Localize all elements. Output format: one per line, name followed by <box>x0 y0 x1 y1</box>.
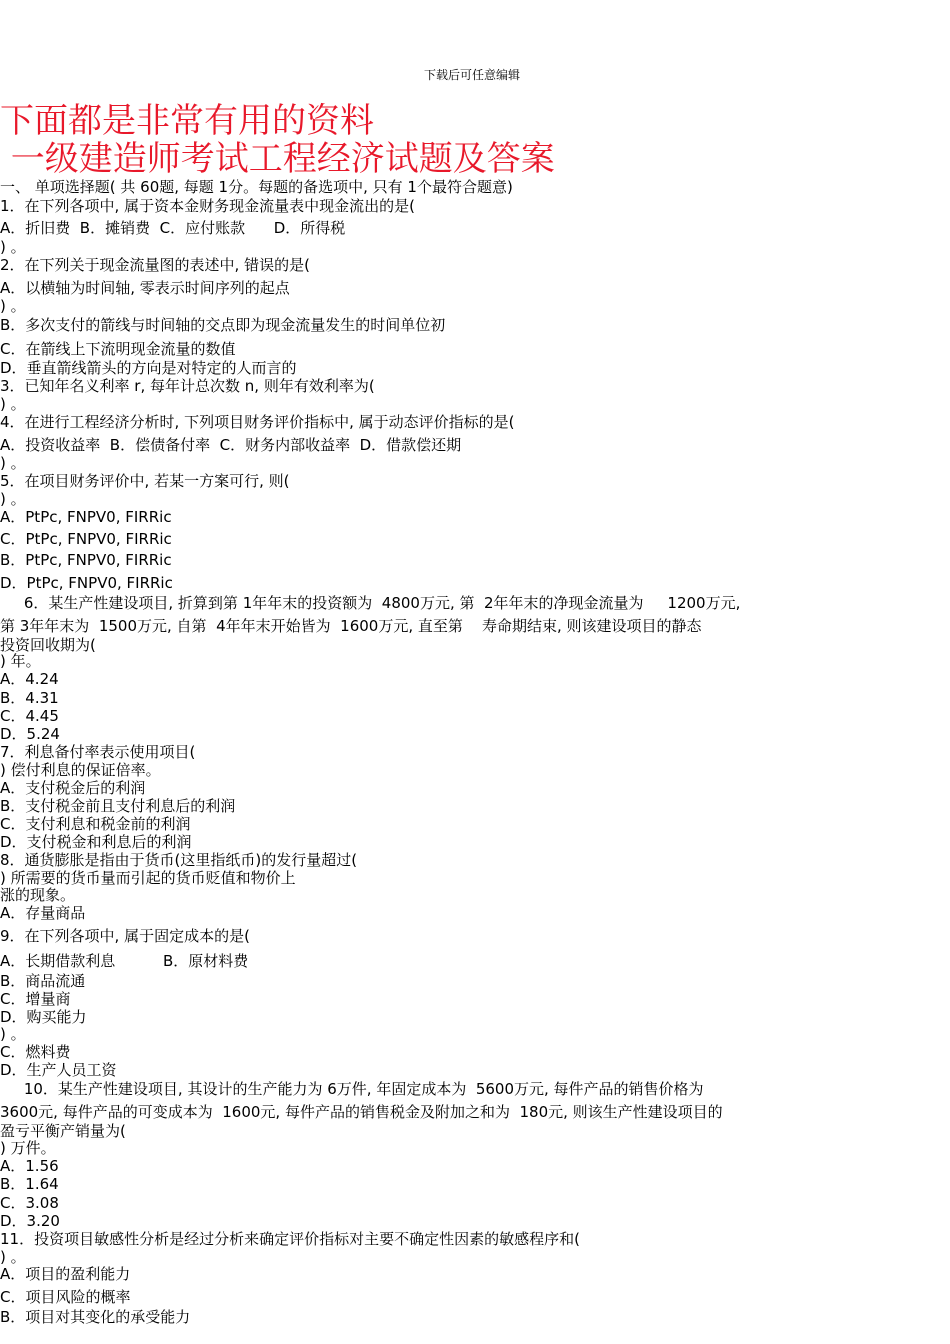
question-6-line-2: 第 3年年末为 1500万元, 自第 4年年末开始皆为 1600万元, 直至第 寿命期结束, 则该建设项目的静态 <box>0 617 702 635</box>
question-10-end: ) 万件。 <box>0 1139 56 1157</box>
question-10-option-d: D．3.20 <box>0 1212 60 1230</box>
question-1-end: ) 。 <box>0 238 26 256</box>
question-10-line-2: 3600元, 每件产品的可变成本为 1600元, 每件产品的销售税金及附加之和为 180元, 则该生产性建设项目的 <box>0 1103 723 1121</box>
question-4: 4．在进行工程经济分析时, 下列项目财务评价指标中, 属于动态评价指标的是( <box>0 413 515 431</box>
question-11-option-a: A．项目的盈利能力 <box>0 1265 131 1283</box>
question-8-option-b: B．商品流通 <box>0 972 86 990</box>
question-7-option-b: B．支付税金前且支付利息后的利润 <box>0 797 236 815</box>
question-9-option-c: C．燃料费 <box>0 1043 71 1061</box>
question-10-option-b: B．1.64 <box>0 1175 59 1193</box>
doc-title-line-2: 一级建造师考试工程经济试题及答案 <box>0 139 555 179</box>
question-11-option-c: C．项目风险的概率 <box>0 1288 131 1306</box>
question-8-line-2: ) 所需要的货币量而引起的货币贬值和物价上 <box>0 869 296 887</box>
question-8-option-d: D．购买能力 <box>0 1008 87 1026</box>
question-4-options: A．投资收益率 B．偿债备付率 C．财务内部收益率 D．借款偿还期 <box>0 436 462 454</box>
question-5-option-c: C．PtPc, FNPV0, FIRRic <box>0 530 172 548</box>
question-2: 2．在下列关于现金流量图的表述中, 错误的是( <box>0 256 310 274</box>
question-9-options-ab: A．长期借款利息 B．原材料费 <box>0 952 249 970</box>
doc-title-line-1: 下面都是非常有用的资料 <box>0 101 374 141</box>
section-heading: 一、 单项选择题( 共 60题, 每题 1分。每题的备选项中, 只有 1个最符合题意) <box>0 178 513 196</box>
question-10-line-3: 盈亏平衡产销量为( <box>0 1122 126 1140</box>
question-5-option-d: D．PtPc, FNPV0, FIRRic <box>0 574 173 592</box>
question-10-line-1: 10．某生产性建设项目, 其设计的生产能力为 6万件, 年固定成本为 5600万元, 每件产品的销售价格为 <box>0 1080 704 1098</box>
question-5-end: ) 。 <box>0 490 26 508</box>
question-11: 11．投资项目敏感性分析是经过分析来确定评价指标对主要不确定性因素的敏感程序和( <box>0 1230 580 1248</box>
question-6-option-b: B．4.31 <box>0 689 59 707</box>
question-8-line-3: 涨的现象。 <box>0 886 76 904</box>
question-7-line-2: ) 偿付利息的保证倍率。 <box>0 761 161 779</box>
question-1-options: A．折旧费 B．摊销费 C．应付账款 D．所得税 <box>0 219 346 237</box>
question-5-option-a: A．PtPc, FNPV0, FIRRic <box>0 508 172 526</box>
question-2-end: ) 。 <box>0 297 26 315</box>
question-2-option-d: D．垂直箭线箭头的方向是对特定的人而言的 <box>0 359 297 377</box>
question-9-option-d: D．生产人员工资 <box>0 1061 117 1079</box>
question-3: 3．已知年名义利率 r, 每年计总次数 n, 则年有效利率为( <box>0 377 375 395</box>
question-6-line-1: 6．某生产性建设项目, 折算到第 1年年末的投资额为 4800万元, 第 2年年末的净现金流量为 1200万元, <box>0 594 741 612</box>
question-2-option-a: A．以横轴为时间轴, 零表示时间序列的起点 <box>0 279 290 297</box>
question-9: 9．在下列各项中, 属于固定成本的是( <box>0 927 250 945</box>
question-9-end: ) 。 <box>0 1025 26 1043</box>
question-7: 7．利息备付率表示使用项目( <box>0 743 196 761</box>
question-4-end: ) 。 <box>0 454 26 472</box>
question-3-end: ) 。 <box>0 395 26 413</box>
question-1: 1．在下列各项中, 属于资本金财务现金流量表中现金流出的是( <box>0 197 415 215</box>
question-7-option-a: A．支付税金后的利润 <box>0 779 146 797</box>
question-6-end: ) 年。 <box>0 652 41 670</box>
question-8: 8．通货膨胀是指由于货币(这里指纸币)的发行量超过( <box>0 851 358 869</box>
question-10-option-c: C．3.08 <box>0 1194 59 1212</box>
page-header: 下载后可任意编辑 <box>424 68 521 82</box>
question-2-option-b: B．多次支付的箭线与时间轴的交点即为现金流量发生的时间单位初 <box>0 316 446 334</box>
question-8-option-c: C．增量商 <box>0 990 71 1008</box>
question-7-option-c: C．支付利息和税金前的利润 <box>0 815 191 833</box>
question-6-line-3: 投资回收期为( <box>0 636 96 654</box>
question-11-option-b: B．项目对其变化的承受能力 <box>0 1308 191 1326</box>
question-6-option-c: C．4.45 <box>0 707 59 725</box>
question-7-option-d: D．支付税金和利息后的利润 <box>0 833 192 851</box>
question-8-option-a: A．存量商品 <box>0 904 86 922</box>
question-5-option-b: B．PtPc, FNPV0, FIRRic <box>0 551 172 569</box>
question-10-option-a: A．1.56 <box>0 1157 59 1175</box>
question-6-option-d: D．5.24 <box>0 725 60 743</box>
question-11-end: ) 。 <box>0 1248 26 1266</box>
question-5: 5．在项目财务评价中, 若某一方案可行, 则( <box>0 472 290 490</box>
question-6-option-a: A．4.24 <box>0 670 59 688</box>
question-2-option-c: C．在箭线上下流明现金流量的数值 <box>0 340 236 358</box>
